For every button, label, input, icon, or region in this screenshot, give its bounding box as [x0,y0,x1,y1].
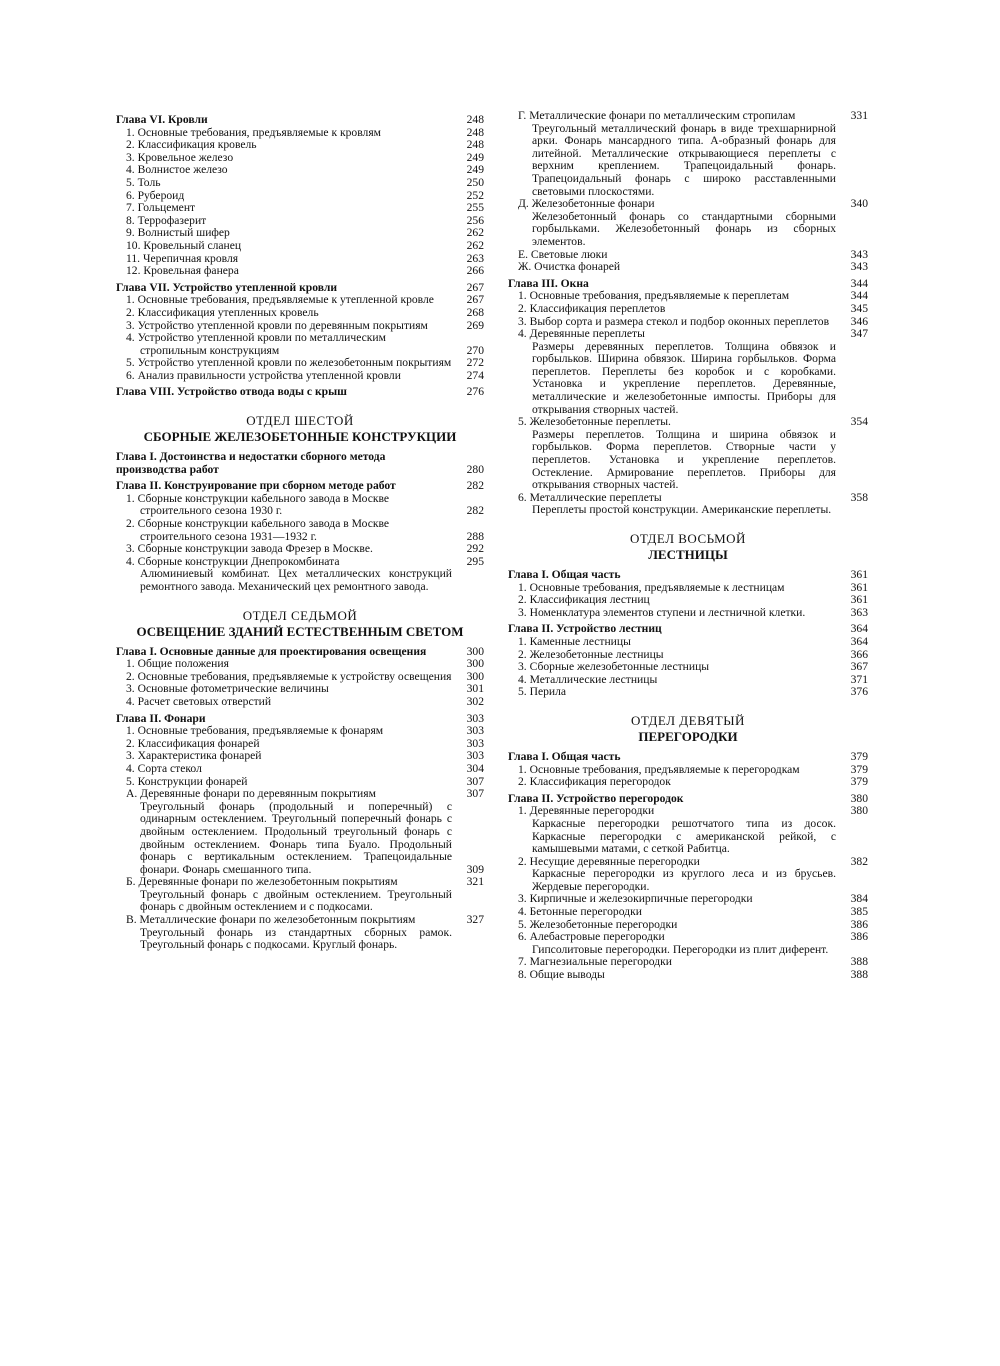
toc-entry-title: 12. Кровельная фанера [126,264,239,278]
toc-entry [508,416,868,429]
toc-entry-title: 1. Основные требования, предъявляемые к фонарям [126,724,384,738]
toc-page-number: 376 [850,685,868,699]
toc-entry [508,776,868,789]
toc-entry [508,594,868,607]
toc-page-number: 388 [850,955,868,969]
toc-page-number: 343 [850,247,868,261]
toc-entry-title: Ж. Очистка фонарей [518,260,621,274]
toc-entry [508,607,868,620]
toc-page-number: 252 [466,188,484,202]
toc-description [508,211,868,249]
toc-page-number: 266 [466,264,484,278]
toc-entry-title: 4. Деревянные переплеты [518,327,645,341]
toc-entry [116,139,484,152]
toc-page-number: 380 [850,804,868,818]
toc-page-number: 303 [466,736,484,750]
toc-page-number: 366 [850,647,868,661]
toc-entry-title: Е. Световые люки [518,247,608,261]
toc-entry [508,303,868,316]
toc-page-number: 263 [466,251,484,265]
toc-entry-title: Д. Железобетонные фонари [518,197,655,211]
toc-entry-title: 2. Классификация утепленных кровель [126,305,319,319]
toc-entry-title: 3. Сборные железобетонные лестницы [518,660,710,674]
toc-description [116,927,484,952]
toc-entry-title: 1. Основные требования, предъявляемые к лестницам [518,580,785,594]
toc-page-number: 250 [466,175,484,189]
toc-page-number: 380 [850,791,868,805]
toc-page-number: 379 [850,775,868,789]
section-title: ЛЕСТНИЦЫ [648,547,728,562]
toc-page-number: 358 [850,490,868,504]
toc-page-number: 384 [850,892,868,906]
toc-entry [116,696,484,709]
toc-entry-title: Размеры переплетов. Толщина и ширина обвязок и горбыльков. Форма переплетов. Створные части у переплетов. Установка и укрепление переплетов. Остекление. Армирование переплетов. Приборы для открывания створных частей. [532,427,836,492]
toc-entry-title: 1. Деревянные перегородки [518,804,655,818]
toc-entry-title: 2. Железобетонные лестницы [518,647,664,661]
toc-entry-title: 2. Основные требования, предъявляемые к устройству освещения [126,669,452,683]
toc-entry-title: Алюминиевый комбинат. Цех металлических конструкций ремонтного завода. Механический цех ремонтного завода. [140,567,452,593]
toc-entry [116,177,484,190]
toc-entry-title: 5. Перила [518,685,567,699]
toc-entry-title: 1. Общие положения [126,657,229,671]
toc-entry-title: Глава VII. Устройство утепленной кровли [116,280,338,294]
toc-entry-title: Глава II. Конструирование при сборном методе работ [116,479,396,493]
toc-entry-title: 2. Классификация кровель [126,138,257,152]
toc-entry [116,914,484,927]
toc-entry [116,307,484,320]
toc-entry-title: 1. Каменные лестницы [518,634,631,648]
toc-description [508,818,868,856]
toc-entry-title: 5. Железобетонные переплеты. [518,415,671,429]
toc-page-number: 345 [850,301,868,315]
toc-page-number: 309 [466,862,484,876]
section-title: СБОРНЫЕ ЖЕЛЕЗОБЕТОННЫЕ КОНСТРУКЦИИ [143,429,457,445]
toc-entry [508,931,868,944]
toc-entry-title: 2. Несущие деревянные перегородки [518,854,700,868]
toc-page-number: 302 [466,694,484,708]
toc-entry [116,370,484,383]
toc-chapter [508,569,868,582]
toc-description [116,568,484,593]
toc-page-number: 343 [850,260,868,274]
toc-description [508,123,868,199]
toc-entry-title: 8. Террофазерит [126,213,207,227]
toc-entry [508,969,868,982]
toc-page-number: 379 [850,762,868,776]
toc-entry [116,357,484,370]
toc-entry-title: Глава I. Достоинства и недостатки сборного метода производства работ [116,450,386,476]
toc-entry-title: 6. Анализ правильности устройства утепленной кровли [126,368,401,382]
section-heading: ОТДЕЛ ВОСЬМОЙ [630,531,746,546]
toc-entry-title: 3. Основные фотометрические величины [126,682,329,696]
section-heading: ОТДЕЛ ДЕВЯТЫЙ [631,712,745,728]
toc-page-number: 386 [850,917,868,931]
toc-description [508,504,868,517]
toc-page-number: 363 [850,605,868,619]
toc-entry-title: 6. Рубероид [126,188,185,202]
toc-entry [508,328,868,341]
toc-entry-title: 2. Классификация лестниц [518,593,650,607]
toc-entry [508,261,868,274]
toc-page-number: 304 [466,761,484,775]
toc-entry-title: 5. Устройство утепленной кровли по железобетонным покрытиям [126,356,452,370]
toc-entry-title: Каркасные перегородки решотчатого типа из досок. Каркасные перегородки с американской рейкой, с камышевыми матами, с сеткой Рабитца. [532,816,836,856]
toc-entry [116,658,484,671]
toc-entry-title: Переплеты простой конструкции. Американские переплеты. [532,503,832,517]
toc-entry-title: 11. Черепичная кровля [126,251,239,265]
toc-page-number: 282 [466,504,484,518]
toc-entry-title: Треугольный фонарь из стандартных сборных рамок. Треугольный фонарь с подкосами. Круглый фонарь. [140,925,452,952]
toc-entry [116,543,484,556]
toc-page-number: 249 [466,150,484,164]
toc-entry [508,686,868,699]
toc-page-number: 301 [466,682,484,696]
toc-page-number: 303 [466,749,484,763]
toc-page-number: 386 [850,930,868,944]
toc-page-number: 382 [850,854,868,868]
toc-page-number: 282 [466,479,484,493]
toc-entry-title: 4. Расчет световых отверстий [126,694,272,708]
toc-entry-title: Глава VIII. Устройство отвода воды с крыш [116,385,347,399]
toc-chapter [116,480,484,493]
toc-entry-title: 5. Конструкции фонарей [126,774,248,788]
toc-page-number: 262 [466,238,484,252]
toc-entry-title: 1. Основные требования, предъявляемые к переплетам [518,289,790,303]
toc-page-number: 347 [850,327,868,341]
section-title: ПЕРЕГОРОДКИ [638,728,738,744]
toc-entry-title: Глава II. Устройство перегородок [508,791,684,805]
toc-entry-title: Глава I. Общая часть [508,749,621,763]
toc-page-number: 262 [466,226,484,240]
toc-entry [116,876,484,889]
toc-column-left [116,110,484,952]
toc-page-number: 307 [466,787,484,801]
toc-entry-title: 6. Алебастровые перегородки [518,930,665,944]
toc-entry-title: 10. Кровельный сланец [126,238,242,252]
toc-page-number: 385 [850,905,868,919]
toc-entry-title: 2. Классификация перегородок [518,775,671,789]
toc-page-number: 300 [466,669,484,683]
toc-page-number: 307 [466,774,484,788]
toc-entry [508,906,868,919]
toc-description [116,889,484,914]
toc-page-number: 321 [466,875,484,889]
toc-page-number: 288 [466,529,484,543]
toc-entry-title: Глава I. Основные данные для проектирования освещения [116,644,427,658]
toc-entry-title: Г. Металлические фонари по металлическим стропилам [518,109,796,122]
toc-entry-title: Каркасные перегородки из круглого леса и из брусьев. Жердевые перегородки. [532,867,836,893]
toc-entry-title: 3. Сборные конструкции завода Фрезер в Москве. [126,542,373,556]
toc-entry [116,518,484,543]
toc-entry-title: 1. Сборные конструкции кабельного завода в Москве строительного сезона 1930 г. [126,491,390,518]
toc-entry-title: 4. Волнистое железо [126,163,228,177]
toc-page-number: 361 [850,593,868,607]
toc-entry-title: 4. Бетонные перегородки [518,905,642,919]
toc-page-number: 354 [850,415,868,429]
toc-entry [508,198,868,211]
toc-page-number: 344 [850,276,868,290]
toc-page-number: 268 [466,305,484,319]
toc-entry-title: 3. Кровельное железо [126,150,234,164]
toc-page-number: 367 [850,660,868,674]
toc-column-right [508,110,868,982]
toc-entry-title: Глава VI. Кровли [116,113,208,126]
toc-page-number: 269 [466,318,484,332]
toc-page-number: 340 [850,197,868,211]
toc-entry-title: 3. Характеристика фонарей [126,749,262,763]
toc-entry-title: 2. Классификация переплетов [518,301,666,315]
toc-page-number: 249 [466,163,484,177]
toc-description [116,801,484,877]
toc-page-number: 379 [850,749,868,763]
toc-page-number: 361 [850,580,868,594]
toc-chapter [508,751,868,764]
toc-entry-title: 2. Сборные конструкции кабельного завода в Москве строительного сезона 1931—1932 г. [126,517,390,543]
toc-page-number: 388 [850,968,868,982]
toc-page-number: 331 [850,109,868,122]
toc-entry-title: 3. Устройство утепленной кровли по деревянным покрытиям [126,318,428,332]
section-title: ОСВЕЩЕНИЕ ЗДАНИЙ ЕСТЕСТВЕННЫМ СВЕТОМ [136,623,464,639]
toc-page-number: 256 [466,213,484,227]
toc-chapter [116,114,484,127]
toc-page-number: 274 [466,368,484,382]
toc-entry-title: А. Деревянные фонари по деревянным покрытиям [126,787,376,801]
toc-entry-title: 4. Металлические лестницы [518,672,658,686]
toc-entry [508,636,868,649]
toc-page-number: 364 [850,622,868,636]
section-heading: ОТДЕЛ ШЕСТОЙ [246,413,354,429]
toc-entry-title: Размеры деревянных переплетов. Толщина обвязок и горбыльков. Ширина обвязок. Ширина горбыльков. Форма переплетов. Переплеты без коробок и с коробками. Установка и укрепление переплетов. Деревянные, металлические и железобетонные импосты. Приборы для открывания створных частей. [532,339,836,416]
toc-entry-title: 1. Основные требования, предъявляемые к кровлям [126,125,381,139]
toc-entry [508,110,868,123]
toc-entry-title: В. Металлические фонари по железобетонным покрытиям [126,913,416,927]
toc-chapter [116,451,484,476]
toc-page-number: 248 [466,138,484,152]
toc-entry-title: Глава I. Общая часть [508,568,621,581]
toc-entry-title: Гипсолитовые перегородки. Перегородки из плит диферент. [532,942,829,956]
toc-page-number: 346 [850,314,868,328]
toc-entry [116,164,484,177]
section-heading: ОТДЕЛ СЕДЬМОЙ [242,607,358,623]
toc-entry-title: Треугольный фонарь с двойным остеклением. Треугольный фонарь с двойным остеклением и с подкосами. [140,887,452,914]
toc-chapter [116,386,484,399]
toc-description [508,341,868,417]
toc-page-number: 300 [466,657,484,671]
toc-entry-title: 8. Общие выводы [518,968,605,982]
toc-page-number: 248 [466,125,484,139]
toc-entry [116,493,484,518]
toc-entry [116,265,484,278]
toc-page-number: 364 [850,634,868,648]
toc-page-number: 303 [466,724,484,738]
toc-page-number: 295 [466,554,484,568]
toc-entry-title: Глава III. Окна [508,276,589,290]
toc-entry-title: 4. Сборные конструкции Днепрокомбината [126,554,340,568]
toc-page-number: 255 [466,201,484,215]
toc-page-number: 300 [466,644,484,658]
toc-page-number: 303 [466,711,484,725]
toc-entry-title: 1. Основные требования, предъявляемые к перегородкам [518,762,800,776]
toc-entry [116,240,484,253]
toc-entry [116,725,484,738]
toc-page-number: 248 [466,113,484,126]
toc-entry-title: Глава II. Устройство лестниц [508,622,662,636]
toc-entry [116,763,484,776]
toc-entry [116,788,484,801]
toc-entry-title: 5. Железобетонные перегородки [518,917,678,931]
toc-entry-title: 3. Номенклатура элементов ступени и лестничной клетки. [518,605,806,619]
toc-entry-title: Железобетонный фонарь со стандартными сборными горбыльками. Железобетонный фонарь из сборных элементов. [532,209,836,248]
toc-entry-title: 1. Основные требования, предъявляемые к утепленной кровле [126,293,434,307]
toc-description [508,868,868,893]
toc-entry-title: 7. Гольцемент [126,201,196,215]
toc-entry-title: Глава II. Фонари [116,711,206,725]
toc-entry-title: 9. Волнистый шифер [126,226,230,240]
toc-page-number: 371 [850,672,868,686]
toc-page-number: 267 [466,293,484,307]
toc-page-number: 272 [466,356,484,370]
toc-page-number: 276 [466,385,484,399]
toc-entry-title: Б. Деревянные фонари по железобетонным покрытиям [126,875,398,889]
toc-entry-title: 6. Металлические переплеты [518,490,662,504]
toc-page-number: 280 [466,462,484,476]
toc-page-number: 361 [850,568,868,581]
toc-entry-title: 3. Кирпичные и железокирпичные перегородки [518,892,753,906]
toc-entry-title: Треугольный металлический фонарь в виде трехшарнирной арки. Фонарь мансардного типа. А-образный фонарь для литейной. Металлические открывающиеся переплеты с верхним креплением. Трапецоидальный фонарь. Трапецоидальный фонарь с широко расставленными световыми плоскостями. [532,121,836,198]
toc-entry-title: 3. Выбор сорта и размера стекол и подбор оконных переплетов [518,314,830,328]
toc-entry-title: 7. Магнезиальные перегородки [518,955,672,969]
toc-description [508,429,868,492]
toc-page-number: 344 [850,289,868,303]
toc-entry-title: Треугольный фонарь (продольный и поперечный) с одинарным остеклением. Треугольный поперечный фонарь с двойным остеклением. Продольный треугольный фонарь с двойным остеклением. Фонарь типа Буало. Продольный фонарь с вертикальным остеклением. Трапецоидальные фонари. Фонарь смешанного типа. [140,799,452,876]
toc-page-number: 270 [466,343,484,357]
toc-page-number: 267 [466,280,484,294]
toc-entry-title: 4. Сорта стекол [126,761,202,775]
toc-entry [508,661,868,674]
toc-entry [116,332,484,357]
toc-entry-title: 4. Устройство утепленной кровли по металлическим стропильным конструкциям [126,331,386,357]
toc-entry-title: 5. Толь [126,175,161,189]
toc-page-number: 327 [466,913,484,927]
toc-entry-title: 2. Классификация фонарей [126,736,260,750]
toc-page-number: 292 [466,542,484,556]
toc-entry [116,202,484,215]
